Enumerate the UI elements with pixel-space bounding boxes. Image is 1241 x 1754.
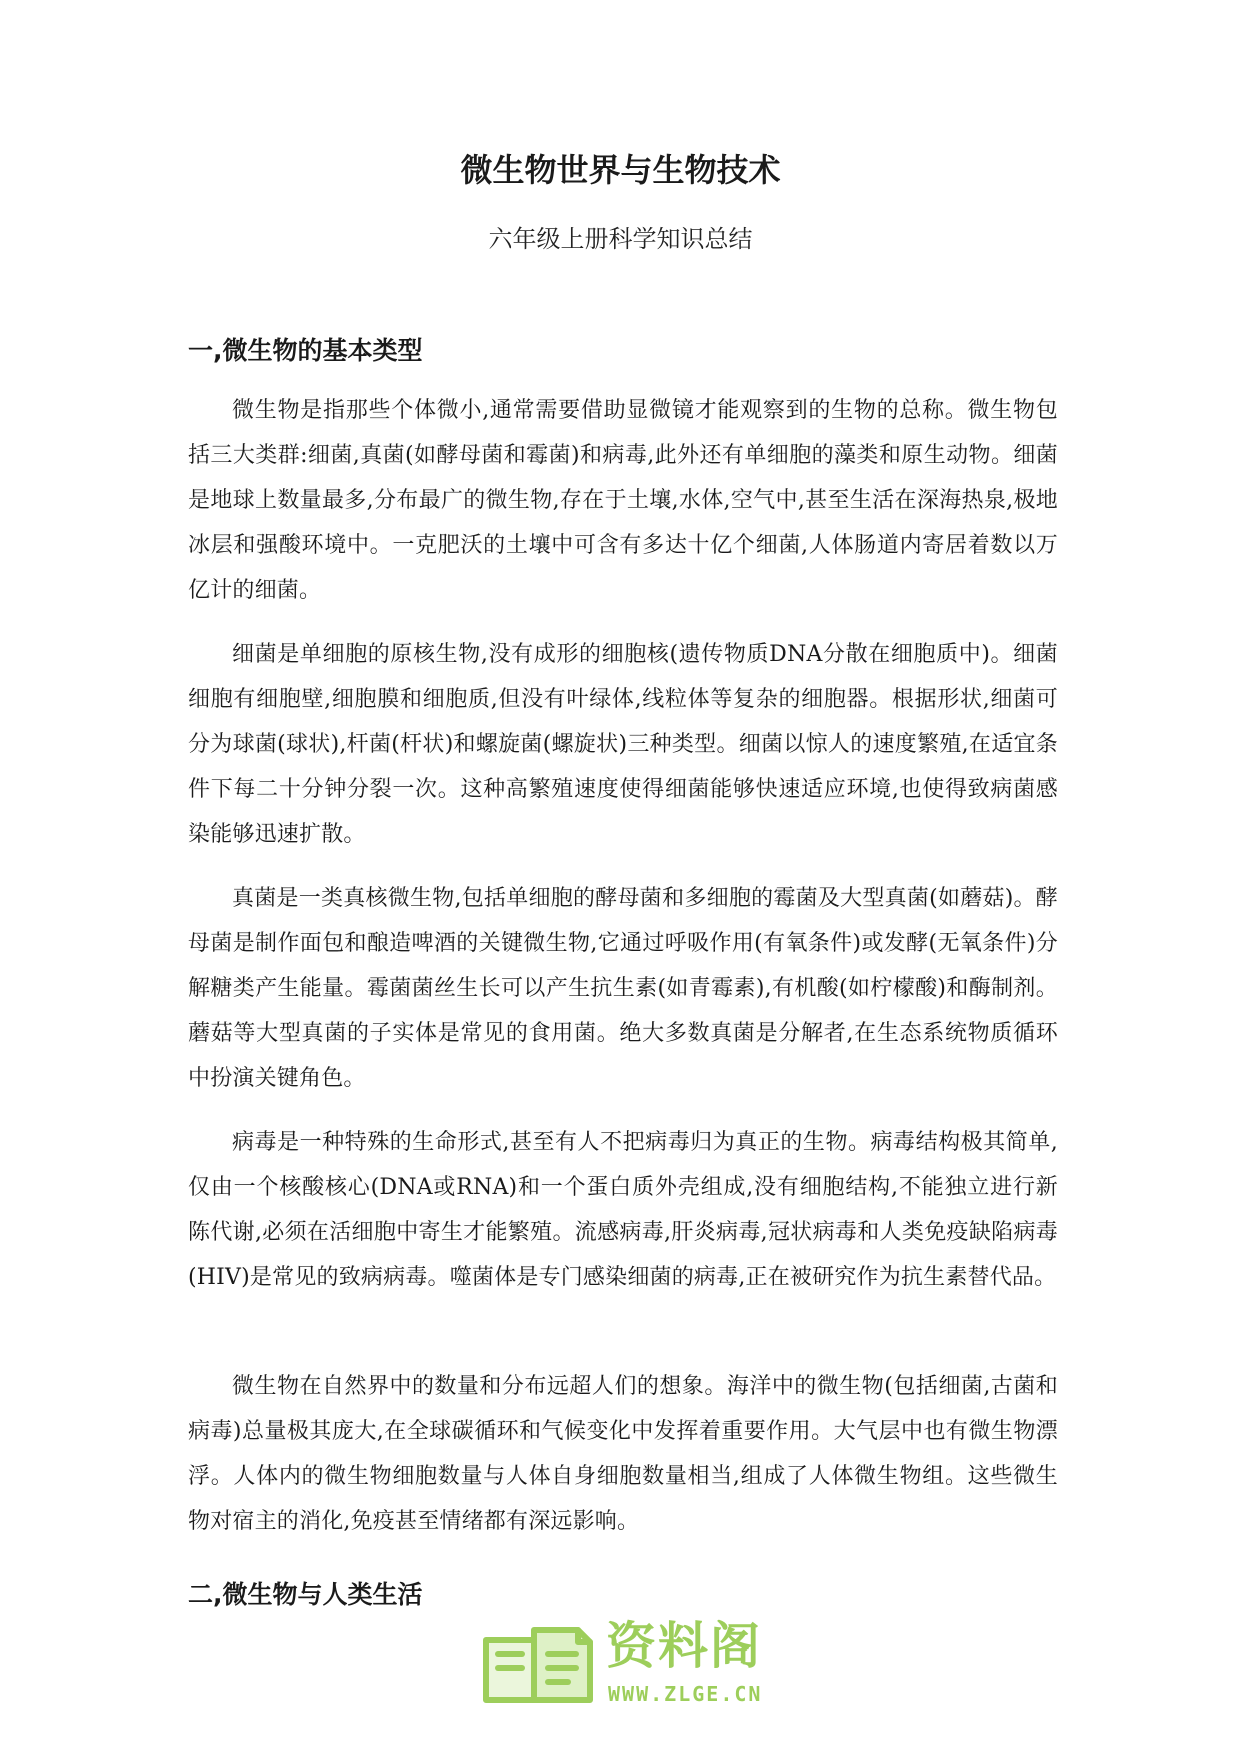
paragraph: 病毒是一种特殊的生命形式,甚至有人不把病毒归为真正的生物。病毒结构极其简单,仅由一个核酸核心(DNA或RNA)和一个蛋白质外壳组成,没有细胞结构,不能独立进行新陈代谢,必须在活细胞中寄生才能繁殖。流感病毒,肝炎病毒,冠状病毒和人类免疫缺陷病毒(HIV)是常见的致病病毒。噬菌体是专门感染细菌的病毒,正在被研究作为抗生素替代品。 — [188, 1130, 1058, 1290]
section-heading-1: 一,微生物的基本类型 — [188, 336, 423, 365]
section-heading-2: 二,微生物与人类生活 — [188, 1580, 423, 1609]
document-subtitle: 六年级上册科学知识总结 — [488, 225, 753, 253]
document-title: 微生物世界与生物技术 — [460, 151, 781, 189]
paragraph: 微生物是指那些个体微小,通常需要借助显微镜才能观察到的生物的总称。微生物包括三大类群:细菌,真菌(如酵母菌和霉菌)和病毒,此外还有单细胞的藻类和原生动物。细菌是地球上数量最多,分布最广的微生物,存在于土壤,水体,空气中,甚至生活在深海热泉,极地冰层和强酸环境中。一克肥沃的土壤中可含有多达十亿个细菌,人体肠道内寄居着数以万亿计的细菌。 — [188, 398, 1058, 603]
paragraph: 微生物在自然界中的数量和分布远超人们的想象。海洋中的微生物(包括细菌,古菌和病毒)总量极其庞大,在全球碳循环和气候变化中发挥着重要作用。大气层中也有微生物漂浮。人体内的微生物细胞数量与人体自身细胞数量相当,组成了人体微生物组。这些微生物对宿主的消化,免疫甚至情绪都有深远影响。 — [188, 1374, 1058, 1534]
open-book-icon — [478, 1620, 598, 1708]
watermark-brand: 资料阁 — [606, 1617, 762, 1675]
watermark-logo — [478, 1616, 778, 1716]
watermark-url: WWW.ZLGE.CN — [608, 1682, 763, 1706]
paragraph: 细菌是单细胞的原核生物,没有成形的细胞核(遗传物质DNA分散在细胞质中)。细菌细胞有细胞壁,细胞膜和细胞质,但没有叶绿体,线粒体等复杂的细胞器。根据形状,细菌可分为球菌(球状),杆菌(杆状)和螺旋菌(螺旋状)三种类型。细菌以惊人的速度繁殖,在适宜条件下每二十分钟分裂一次。这种高繁殖速度使得细菌能够快速适应环境,也使得致病菌感染能够迅速扩散。 — [188, 642, 1058, 847]
paragraph: 真菌是一类真核微生物,包括单细胞的酵母菌和多细胞的霉菌及大型真菌(如蘑菇)。酵母菌是制作面包和酿造啤酒的关键微生物,它通过呼吸作用(有氧条件)或发酵(无氧条件)分解糖类产生能量。霉菌菌丝生长可以产生抗生素(如青霉素),有机酸(如柠檬酸)和酶制剂。蘑菇等大型真菌的子实体是常见的食用菌。绝大多数真菌是分解者,在生态系统物质循环中扮演关键角色。 — [188, 886, 1058, 1091]
